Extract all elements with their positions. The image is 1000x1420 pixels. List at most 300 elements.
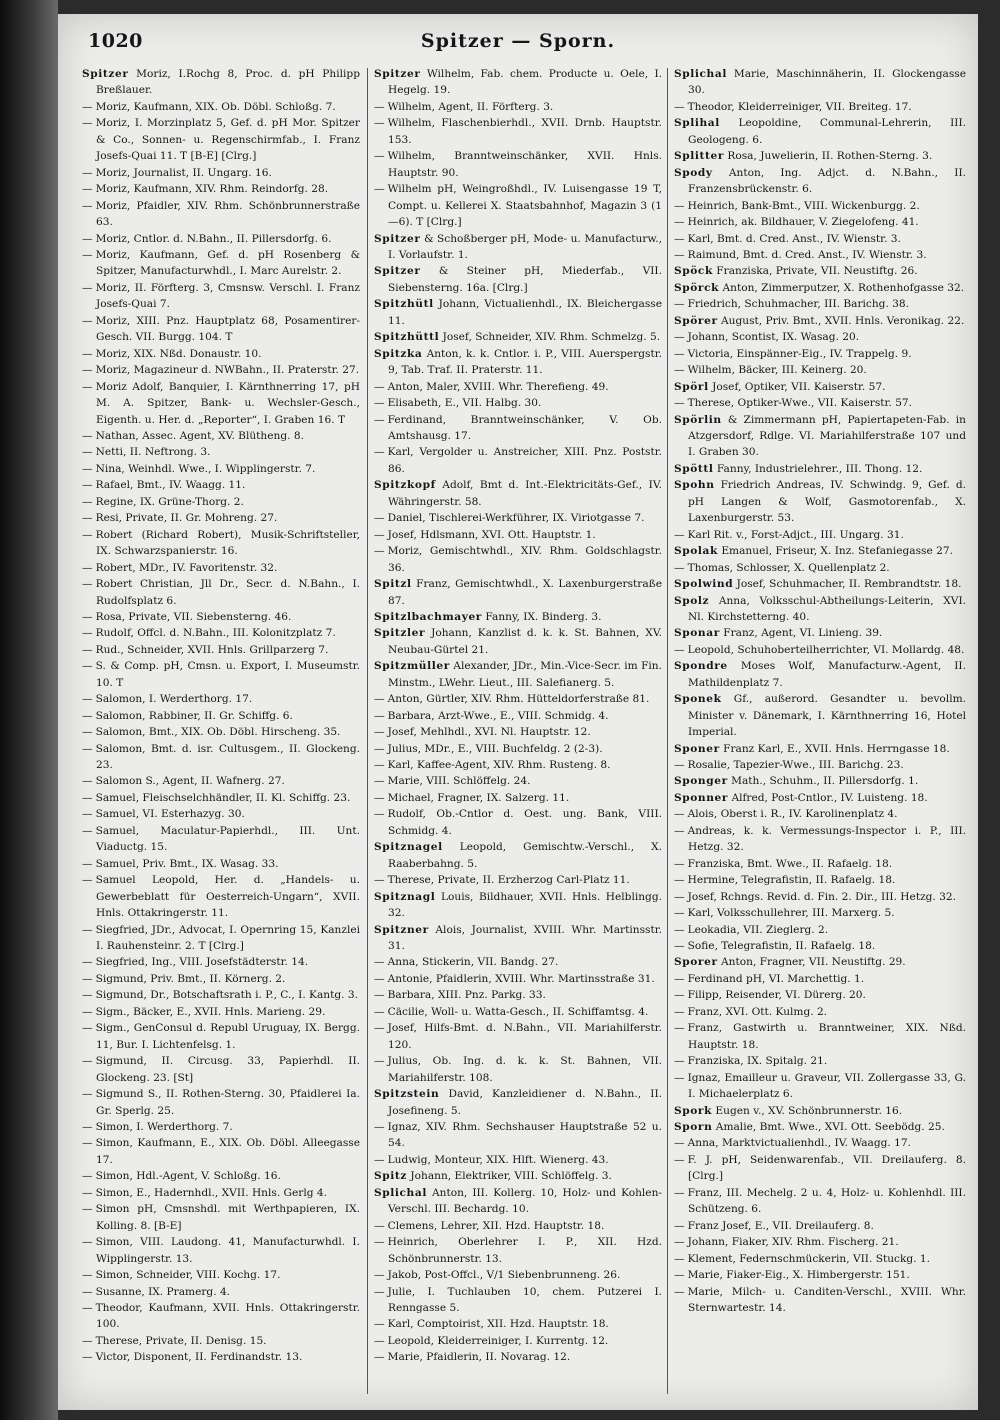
entry-text: Johann, Fiaker, XIV. Rhm. Fischerg. 21. bbox=[687, 1236, 899, 1249]
repeat-dash: — bbox=[374, 956, 385, 969]
repeat-dash: — bbox=[82, 429, 93, 442]
entry-text: Franz, Agent, VI. Linieng. 39. bbox=[723, 627, 883, 640]
directory-entry bbox=[374, 543, 662, 576]
entry-text: Cäcilie, Woll- u. Watta-Gesch., II. Schiffamtsg. 4. bbox=[387, 1005, 649, 1018]
repeat-dash: — bbox=[674, 857, 685, 870]
repeat-dash: — bbox=[374, 397, 385, 410]
repeat-dash: — bbox=[374, 726, 385, 739]
directory-entry bbox=[82, 1333, 360, 1349]
directory-entry bbox=[374, 741, 662, 757]
entry-text: Rud., Schneider, XVII. Hnls. Grillparzerg 7. bbox=[95, 643, 329, 656]
entry-surname: Spörlin bbox=[674, 413, 722, 426]
book-gutter-shadow bbox=[0, 0, 58, 1420]
entry-text: Marie, Fiaker-Eig., X. Himbergerstr. 151. bbox=[687, 1269, 910, 1282]
entry-text: Moriz, I. Morzinplatz 5, Gef. d. pH Mor. Spitzer & Co., Sonnen- u. Regenschirmfab., I. Franz Josefs-Quai 11. T [B-E] [Clrg.] bbox=[95, 117, 360, 163]
repeat-dash: — bbox=[674, 890, 685, 903]
repeat-dash: — bbox=[674, 1285, 685, 1298]
directory-entry bbox=[674, 1251, 966, 1267]
directory-entry bbox=[674, 395, 966, 411]
entry-surname: Spitzer bbox=[374, 232, 421, 245]
directory-entry bbox=[674, 477, 966, 526]
directory-entry bbox=[674, 461, 966, 477]
column-3 bbox=[674, 66, 966, 1396]
entry-surname: Spody bbox=[674, 166, 713, 179]
directory-entry bbox=[82, 1004, 360, 1020]
entry-text: Thomas, Schlosser, X. Quellenplatz 2. bbox=[687, 561, 890, 574]
repeat-dash: — bbox=[82, 808, 93, 821]
entry-surname: Spöck bbox=[674, 265, 713, 278]
entry-surname: Spitzlbachmayer bbox=[374, 610, 482, 623]
directory-entry bbox=[374, 1218, 662, 1234]
entry-text: Marie, Milch- u. Canditen-Verschl., XVIII. Whr. Sternwartestr. 14. bbox=[687, 1285, 966, 1314]
directory-entry bbox=[82, 527, 360, 560]
repeat-dash: — bbox=[674, 1252, 685, 1265]
directory-entry bbox=[82, 658, 360, 691]
repeat-dash: — bbox=[82, 1055, 93, 1068]
entry-text: Victoria, Einspänner-Eig., IV. Trappelg. 9. bbox=[687, 347, 912, 360]
entry-text: & Steiner pH, Miederfab., VII. Siebensterng. 16a. [Clrg.] bbox=[388, 265, 662, 294]
repeat-dash: — bbox=[374, 117, 385, 130]
entry-text: Moriz, XIII. Pnz. Hauptplatz 68, Posamentirer-Gesch. VII. Burgg. 104. T bbox=[95, 314, 360, 344]
repeat-dash: — bbox=[674, 824, 685, 837]
directory-entry bbox=[82, 954, 360, 970]
repeat-dash: — bbox=[674, 397, 685, 410]
directory-entry bbox=[82, 609, 360, 625]
entry-surname: Spitzka bbox=[374, 347, 423, 360]
repeat-dash: — bbox=[82, 117, 93, 130]
repeat-dash: — bbox=[82, 857, 93, 870]
directory-entry bbox=[82, 1086, 360, 1119]
directory-entry bbox=[674, 954, 966, 970]
repeat-dash: — bbox=[374, 413, 385, 426]
entry-surname: Spork bbox=[674, 1104, 713, 1117]
entry-surname: Spitzer bbox=[374, 265, 421, 278]
repeat-dash: — bbox=[82, 1269, 93, 1282]
entry-text: Franziska, Bmt. Wwe., II. Rafaelg. 18. bbox=[687, 857, 893, 870]
repeat-dash: — bbox=[82, 874, 93, 887]
entry-text: Wilhelm, Agent, II. Förfterg. 3. bbox=[387, 100, 554, 113]
entry-text: Alexander, JDr., Min.-Vice-Secr. im Fin. Minstm., LWehr. Lieut., III. Salefianerg. 5. bbox=[388, 660, 662, 689]
entry-surname: Spitzer bbox=[374, 68, 421, 80]
entry-text: Anna, Marktvictualienhdl., IV. Waagg. 17. bbox=[687, 1137, 911, 1150]
directory-entry bbox=[674, 987, 966, 1003]
entry-text: Ignaz, XIV. Rhm. Sechshauser Hauptstraße 52 u. 54. bbox=[387, 1121, 662, 1150]
directory-entry bbox=[374, 1086, 662, 1119]
entry-text: Moriz, I.Rochg 8, Proc. d. pH Philipp Breßlauer. bbox=[96, 68, 360, 97]
repeat-dash: — bbox=[374, 1351, 385, 1364]
entry-text: Alois, Journalist, XVIII. Whr. Martinsstr. 31. bbox=[388, 923, 662, 953]
directory-entry bbox=[674, 1218, 966, 1234]
entry-text: Rosa, Juwelierin, II. Rothen-Sterng. 3. bbox=[727, 150, 933, 163]
directory-entry bbox=[82, 806, 360, 822]
entry-surname: Spitz bbox=[374, 1170, 407, 1183]
entry-text: Karl, Comptoirist, XII. Hzd. Hauptstr. 18. bbox=[387, 1318, 609, 1331]
entry-text: Samuel, Maculatur-Papierhdl., III. Unt. Viaductg. 15. bbox=[95, 824, 360, 854]
entry-surname: Spitznagel bbox=[374, 841, 443, 854]
repeat-dash: — bbox=[82, 232, 93, 245]
repeat-dash: — bbox=[674, 298, 685, 311]
repeat-dash: — bbox=[82, 989, 93, 1002]
directory-entry bbox=[82, 362, 360, 378]
entry-text: Siegfried, Ing., VIII. Josefstädterstr. 14. bbox=[95, 956, 309, 969]
repeat-dash: — bbox=[374, 693, 385, 706]
directory-entry bbox=[374, 510, 662, 526]
entry-text: Franziska, Private, VII. Neustiftg. 26. bbox=[716, 265, 918, 278]
entry-text: Friedrich Andreas, IV. Schwindg. 9, Gef. d. pH Langen & Wolf, Gasmotorenfab., X. Laxenburgerstr. 53. bbox=[688, 479, 966, 525]
directory-entry bbox=[674, 1152, 966, 1185]
directory-entry bbox=[374, 922, 662, 955]
directory-entry bbox=[82, 231, 360, 247]
entry-text: & Zimmermann pH, Papiertapeten-Fab. in Atzgersdorf, Rdlge. VI. Mariahilferstraße 107 und I. Graben 30. bbox=[688, 413, 966, 459]
repeat-dash: — bbox=[674, 199, 685, 212]
repeat-dash: — bbox=[374, 528, 385, 541]
repeat-dash: — bbox=[674, 331, 685, 344]
entry-text: Simon pH, Cmsnshdl. mit Werthpapieren, IX. Kolling. 8. [B-E] bbox=[95, 1203, 360, 1232]
entry-text: Samuel, Priv. Bmt., IX. Wasag. 33. bbox=[95, 857, 279, 870]
entry-text: August, Priv. Bmt., XVII. Hnls. Veronikag. 22. bbox=[721, 314, 965, 327]
directory-entry bbox=[674, 1267, 966, 1283]
directory-entry bbox=[82, 115, 360, 164]
entry-text: Anna, Volksschul-Abtheilungs-Leiterin, XVI. Nl. Kirchstetterng. 40. bbox=[688, 594, 966, 623]
directory-entry bbox=[674, 280, 966, 296]
directory-entry bbox=[674, 296, 966, 312]
repeat-dash: — bbox=[674, 1022, 685, 1035]
directory-entry bbox=[374, 395, 662, 411]
directory-entry bbox=[674, 214, 966, 230]
entry-text: Marie, Maschinnäherin, II. Glockengasse 30. bbox=[688, 68, 966, 97]
entry-text: Samuel, VI. Esterhazyg. 30. bbox=[95, 808, 245, 821]
repeat-dash: — bbox=[674, 561, 685, 574]
running-title: Spitzer — Sporn. bbox=[420, 30, 616, 52]
entry-surname: Sponner bbox=[674, 791, 729, 804]
repeat-dash: — bbox=[82, 479, 93, 492]
directory-entry bbox=[674, 412, 966, 461]
entry-surname: Sponar bbox=[674, 627, 720, 640]
repeat-dash: — bbox=[374, 1121, 385, 1133]
directory-entry bbox=[82, 642, 360, 658]
repeat-dash: — bbox=[82, 364, 93, 377]
directory-entry bbox=[674, 1284, 966, 1317]
directory-entry bbox=[674, 66, 966, 99]
entry-surname: Spörer bbox=[674, 314, 718, 327]
directory-entry bbox=[82, 922, 360, 955]
entry-text: Simon, Kaufmann, E., XIX. Ob. Döbl. Alleegasse 17. bbox=[95, 1137, 360, 1166]
entry-surname: Splitter bbox=[674, 150, 725, 163]
repeat-dash: — bbox=[374, 446, 385, 459]
column-1 bbox=[82, 66, 360, 1396]
directory-entry bbox=[82, 1119, 360, 1135]
directory-entry bbox=[82, 181, 360, 197]
repeat-dash: — bbox=[374, 380, 385, 393]
directory-entry bbox=[374, 477, 662, 510]
repeat-dash: — bbox=[82, 1285, 93, 1298]
entry-text: Raimund, Bmt. d. Cred. Anst., IV. Wienstr. 3. bbox=[687, 248, 927, 261]
directory-entry bbox=[674, 1070, 966, 1103]
entry-text: Elisabeth, E., VII. Halbg. 30. bbox=[387, 397, 542, 410]
repeat-dash: — bbox=[82, 923, 93, 936]
directory-entry bbox=[374, 1267, 662, 1283]
entry-text: S. & Comp. pH, Cmsn. u. Export, I. Museumstr. 10. T bbox=[95, 660, 360, 689]
entry-surname: Spitzhüttl bbox=[374, 331, 440, 344]
directory-entry bbox=[82, 708, 360, 724]
entry-text: Hermine, Telegrafistin, II. Rafaelg. 18. bbox=[687, 874, 896, 887]
repeat-dash: — bbox=[82, 183, 93, 196]
repeat-dash: — bbox=[374, 1285, 385, 1298]
repeat-dash: — bbox=[82, 1301, 93, 1314]
repeat-dash: — bbox=[374, 775, 385, 788]
repeat-dash: — bbox=[82, 709, 93, 722]
repeat-dash: — bbox=[674, 874, 685, 887]
directory-entry bbox=[674, 905, 966, 921]
entry-text: Anton, Gürtler, XIV. Rhm. Hütteldorferstraße 81. bbox=[387, 693, 650, 706]
entry-surname: Spitznagl bbox=[374, 890, 436, 903]
entry-text: Fanny, IX. Binderg. 3. bbox=[485, 610, 602, 623]
entry-surname: Splichal bbox=[674, 68, 727, 80]
entry-text: Rudolf, Ob.-Cntlor d. Oest. ung. Bank, VIII. Schmidg. 4. bbox=[387, 808, 662, 837]
directory-entry bbox=[674, 346, 966, 362]
entry-text: Moriz, Pfaidler, XIV. Rhm. Schönbrunnerstraße 63. bbox=[95, 199, 360, 229]
repeat-dash: — bbox=[82, 199, 93, 212]
repeat-dash: — bbox=[82, 1121, 93, 1133]
entry-surname: Splichal bbox=[374, 1186, 427, 1199]
entry-text: Louis, Bildhauer, XVII. Hnls. Helblingg. 32. bbox=[388, 890, 662, 920]
entry-text: Salomon, Bmt. d. isr. Cultusgem., II. Glockeng. 23. bbox=[95, 742, 360, 772]
entry-surname: Spitzmüller bbox=[374, 660, 450, 673]
repeat-dash: — bbox=[374, 1219, 385, 1232]
directory-entry bbox=[674, 165, 966, 198]
entry-text: Sigm., GenConsul d. Republ Uruguay, IX. Bergg. 11, Bur. I. Lichtenfelsg. 1. bbox=[95, 1022, 360, 1051]
entry-text: Josef, Mehlhdl., XVI. Nl. Hauptstr. 12. bbox=[387, 726, 591, 739]
directory-entry bbox=[82, 971, 360, 987]
directory-entry bbox=[82, 1300, 360, 1333]
directory-entry bbox=[374, 99, 662, 115]
directory-entry bbox=[82, 510, 360, 526]
entry-text: Moriz, Magazineur d. NWBahn., II. Praterstr. 27. bbox=[95, 364, 360, 377]
entry-text: Simon, E., Hadernhdl., XVII. Hnls. Gerlg 4. bbox=[95, 1186, 328, 1199]
entry-text: Josef, Schuhmacher, II. Rembrandtstr. 18. bbox=[736, 578, 962, 591]
entry-text: Ignaz, Emailleur u. Graveur, VII. Zollergasse 33, G. I. Michaelerplatz 6. bbox=[687, 1071, 966, 1101]
repeat-dash: — bbox=[374, 545, 385, 558]
entry-text: Sigm., Bäcker, E., XVII. Hnls. Marieng. 29. bbox=[95, 1005, 326, 1018]
directory-entry bbox=[374, 231, 662, 264]
entry-text: Moriz, Kaufmann, XIV. Rhm. Reindorfg. 28. bbox=[95, 183, 329, 196]
directory-entry bbox=[82, 576, 360, 609]
repeat-dash: — bbox=[674, 528, 685, 541]
repeat-dash: — bbox=[82, 972, 93, 985]
directory-entry bbox=[674, 773, 966, 789]
repeat-dash: — bbox=[82, 1022, 93, 1035]
directory-entry bbox=[82, 1201, 360, 1234]
directory-entry bbox=[374, 889, 662, 922]
entry-text: Barbara, Arzt-Wwe., E., VIII. Schmidg. 4. bbox=[387, 709, 609, 722]
repeat-dash: — bbox=[374, 1236, 385, 1249]
entry-text: Josef, Hdlsmann, XVI. Ott. Hauptstr. 1. bbox=[387, 528, 596, 541]
directory-entry bbox=[374, 527, 662, 543]
repeat-dash: — bbox=[374, 1055, 385, 1068]
directory-entry bbox=[82, 165, 360, 181]
directory-entry bbox=[374, 971, 662, 987]
repeat-dash: — bbox=[374, 791, 385, 804]
entry-text: Rudolf, Offcl. d. N.Bahn., III. Kolonitzplatz 7. bbox=[95, 627, 336, 640]
directory-entry bbox=[674, 1004, 966, 1020]
entry-text: Resi, Private, II. Gr. Mohreng. 27. bbox=[95, 512, 278, 525]
entry-text: Anton, Maler, XVIII. Whr. Therefieng. 49. bbox=[387, 380, 609, 393]
entry-text: Siegfried, JDr., Advocat, I. Opernring 15, Kanzlei I. Rauhensteinr. 2. T [Clrg.] bbox=[95, 923, 360, 953]
entry-text: F. J. pH, Seidenwarenfab., VII. Dreilauferg. 8. [Clrg.] bbox=[687, 1153, 966, 1183]
directory-entry bbox=[374, 148, 662, 181]
repeat-dash: — bbox=[82, 1137, 93, 1150]
directory-entry bbox=[674, 313, 966, 329]
directory-entry bbox=[674, 543, 966, 559]
entry-text: Simon, I. Werderthorg. 7. bbox=[95, 1121, 233, 1133]
directory-entry bbox=[674, 856, 966, 872]
directory-entry bbox=[82, 1020, 360, 1053]
repeat-dash: — bbox=[674, 1186, 685, 1199]
entry-text: Antonie, Pfaidlerin, XVIII. Whr. Martinsstraße 31. bbox=[387, 972, 655, 985]
entry-text: Fanny, Industrielehrer., III. Thong. 12. bbox=[716, 462, 923, 475]
directory-entry bbox=[674, 198, 966, 214]
repeat-dash: — bbox=[674, 972, 685, 985]
page-number: 1020 bbox=[88, 30, 143, 52]
repeat-dash: — bbox=[82, 1088, 93, 1101]
entry-text: Simon, Schneider, VIII. Kochg. 17. bbox=[95, 1269, 281, 1282]
entry-text: Franz, XVI. Ott. Kulmg. 2. bbox=[687, 1005, 828, 1018]
repeat-dash: — bbox=[674, 248, 685, 261]
directory-entry bbox=[374, 1020, 662, 1053]
directory-entry bbox=[374, 625, 662, 658]
entry-text: Friedrich, Schuhmacher, III. Barichg. 38. bbox=[687, 298, 910, 311]
directory-entry bbox=[674, 872, 966, 888]
entry-text: Salomon, I. Werderthorg. 17. bbox=[95, 693, 253, 706]
directory-entry bbox=[374, 181, 662, 230]
entry-text: Moriz, Gemischtwhdl., XIV. Rhm. Goldschlagstr. 36. bbox=[387, 545, 662, 574]
entry-text: Wilhelm, Branntweinschänker, XVII. Hnls. Hauptstr. 90. bbox=[387, 150, 662, 179]
entry-text: Therese, Private, II. Erzherzog Carl-Platz 11. bbox=[387, 874, 630, 887]
entry-text: Moriz, Journalist, II. Ungarg. 16. bbox=[95, 166, 272, 179]
entry-text: Samuel Leopold, Her. d. „Handels- u. Gewerbeblatt für Oesterreich-Ungarn“, XVII. Hnls. Ottakringerstr. 11. bbox=[95, 874, 360, 920]
entry-text: Jakob, Post-Offcl., V/1 Siebenbrunneng. 26. bbox=[387, 1269, 621, 1282]
directory-entry bbox=[374, 576, 662, 609]
entry-text: Salomon, Rabbiner, II. Gr. Schiffg. 6. bbox=[95, 709, 293, 722]
directory-entry bbox=[374, 412, 662, 445]
entry-text: Franz Karl, E., XVII. Hnls. Herrngasse 18. bbox=[723, 742, 950, 755]
entry-text: Karl, Kaffee-Agent, XIV. Rhm. Rusteng. 8. bbox=[387, 759, 611, 772]
directory-entry bbox=[674, 691, 966, 740]
entry-text: Johann, Victualienhdl., IX. Bleichergasse 11. bbox=[388, 298, 662, 327]
entry-text: Simon, Hdl.-Agent, V. Schloßg. 16. bbox=[95, 1170, 281, 1183]
entry-surname: Sponer bbox=[674, 742, 720, 755]
entry-text: Johann, Kanzlist d. k. k. St. Bahnen, XV. Neubau-Gürtel 21. bbox=[388, 627, 662, 656]
entry-text: Nina, Weinhdl. Wwe., I. Wipplingerstr. 7. bbox=[95, 462, 316, 475]
repeat-dash: — bbox=[674, 643, 685, 656]
directory-entry bbox=[674, 527, 966, 543]
repeat-dash: — bbox=[374, 1005, 385, 1018]
entry-text: Anton, Fragner, VII. Neustiftg. 29. bbox=[721, 956, 906, 969]
entry-text: Theodor, Kleiderreiniger, VII. Breiteg. 17. bbox=[687, 100, 912, 113]
directory-entry bbox=[374, 1333, 662, 1349]
repeat-dash: — bbox=[674, 1055, 685, 1068]
directory-entry bbox=[374, 954, 662, 970]
entry-text: Rosalie, Tapezier-Wwe., III. Barichg. 23. bbox=[687, 759, 904, 772]
repeat-dash: — bbox=[674, 808, 685, 821]
repeat-dash: — bbox=[82, 578, 93, 591]
entry-text: Julie, I. Tuchlauben 10, chem. Putzerei I. Renngasse 5. bbox=[387, 1285, 662, 1314]
directory-entry bbox=[674, 757, 966, 773]
directory-entry bbox=[82, 1234, 360, 1267]
directory-entry bbox=[374, 773, 662, 789]
entry-text: Karl, Volksschullehrer, III. Marxerg. 5. bbox=[687, 907, 895, 920]
repeat-dash: — bbox=[674, 1269, 685, 1282]
directory-entry bbox=[82, 773, 360, 789]
directory-entry bbox=[674, 99, 966, 115]
entry-text: Alois, Oberst i. R., IV. Karolinenplatz 4. bbox=[687, 808, 898, 821]
repeat-dash: — bbox=[374, 874, 385, 887]
entry-text: Moriz, XIX. Nßd. Donaustr. 10. bbox=[95, 347, 262, 360]
directory-entry bbox=[374, 1168, 662, 1184]
entry-text: Anna, Stickerin, VII. Bandg. 27. bbox=[387, 956, 559, 969]
directory-entry bbox=[674, 593, 966, 626]
directory-entry bbox=[82, 428, 360, 444]
directory-entry bbox=[674, 806, 966, 822]
directory-entry bbox=[674, 263, 966, 279]
directory-entry bbox=[82, 1185, 360, 1201]
directory-entry bbox=[674, 922, 966, 938]
repeat-dash: — bbox=[374, 1269, 385, 1282]
entry-surname: Spitzer bbox=[82, 68, 129, 80]
directory-entry bbox=[374, 1119, 662, 1152]
repeat-dash: — bbox=[374, 972, 385, 985]
entry-text: Regine, IX. Grüne-Thorg. 2. bbox=[95, 495, 244, 508]
entry-text: Gf., außerord. Gesandter u. bevollm. Minister v. Dänemark, I. Kärnthnerring 16, Hotel Imperial. bbox=[688, 693, 966, 739]
entry-text: Heinrich, Oberlehrer I. P., XII. Hzd. Schönbrunnerstr. 13. bbox=[387, 1236, 662, 1265]
repeat-dash: — bbox=[82, 1170, 93, 1183]
entry-text: Salomon, Bmt., XIX. Ob. Döbl. Hirscheng. 35. bbox=[95, 726, 341, 739]
entry-text: Julius, Ob. Ing. d. k. k. St. Bahnen, VII. Mariahilferstr. 108. bbox=[387, 1055, 662, 1084]
repeat-dash: — bbox=[82, 956, 93, 969]
entry-text: Franziska, IX. Spitalg. 21. bbox=[687, 1055, 828, 1068]
directory-page bbox=[58, 14, 978, 1410]
repeat-dash: — bbox=[674, 1071, 685, 1084]
repeat-dash: — bbox=[82, 610, 93, 623]
entry-text: Theodor, Kaufmann, XVII. Hnls. Ottakringerstr. 100. bbox=[95, 1301, 360, 1331]
entry-text: Karl Rit. v., Forst-Adjct., III. Ungarg. 31. bbox=[687, 528, 904, 541]
directory-entry bbox=[674, 823, 966, 856]
entry-text: & Schoßberger pH, Mode- u. Manufacturw., I. Vorlaufstr. 1. bbox=[388, 232, 662, 261]
entry-text: Heinrich, ak. Bildhauer, V. Ziegelofeng. 41. bbox=[687, 216, 919, 229]
repeat-dash: — bbox=[82, 281, 93, 294]
entry-text: Moriz, Kaufmann, Gef. d. pH Rosenberg & Spitzer, Manufacturwhdl., I. Marc Aurelstr. 2. bbox=[95, 248, 360, 278]
repeat-dash: — bbox=[82, 742, 93, 755]
directory-entry bbox=[674, 148, 966, 164]
entry-surname: Sponger bbox=[674, 775, 728, 788]
directory-entry bbox=[674, 790, 966, 806]
directory-entry bbox=[82, 625, 360, 641]
repeat-dash: — bbox=[674, 1137, 685, 1150]
entry-text: Anton, III. Kollerg. 10, Holz- und Kohlen-Verschl. III. Bechardg. 10. bbox=[388, 1186, 662, 1216]
repeat-dash: — bbox=[674, 1219, 685, 1232]
entry-text: Rafael, Bmt., IV. Waagg. 11. bbox=[95, 479, 246, 492]
directory-entry bbox=[674, 971, 966, 987]
entry-surname: Spolz bbox=[674, 594, 710, 607]
directory-entry bbox=[82, 987, 360, 1003]
entry-surname: Spitzl bbox=[374, 578, 412, 591]
entry-text: Robert, MDr., IV. Favoritenstr. 32. bbox=[95, 561, 278, 574]
directory-entry bbox=[82, 477, 360, 493]
entry-text: Leopold, Schuhoberteilherrichter, VI. Mollardg. 48. bbox=[687, 643, 965, 656]
entry-surname: Spöttl bbox=[674, 462, 714, 475]
directory-entry bbox=[674, 642, 966, 658]
directory-entry bbox=[82, 1135, 360, 1168]
